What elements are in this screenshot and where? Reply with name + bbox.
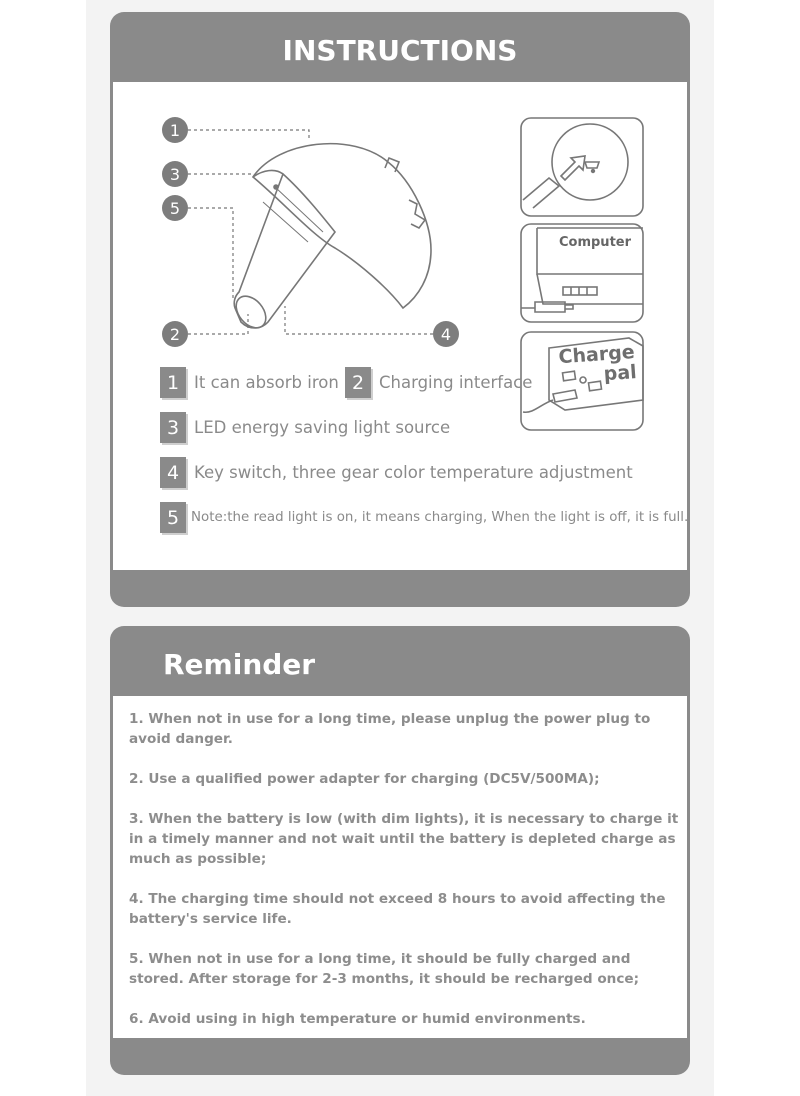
computer-label: Computer	[558, 235, 632, 250]
lamp-cap	[253, 144, 431, 308]
callout-5	[162, 195, 188, 221]
legend-number: 5	[160, 502, 186, 533]
product-diagram	[113, 82, 687, 570]
legend-text: Charging interface	[379, 373, 533, 392]
power-bank-label-line2: pal	[602, 361, 638, 386]
laptop-body-outline	[537, 274, 643, 304]
reminder-item-5: 5. When not in use for a long time, it should be fully charged and stored. After storage for 2-3 months, it should be recharged once;	[129, 951, 640, 987]
callout-2-label: 2	[169, 325, 181, 344]
leader-line-5	[188, 208, 233, 300]
legend-item-4	[160, 457, 633, 488]
reminder-panel	[113, 696, 687, 1038]
insert-arrow-icon	[561, 156, 585, 180]
port-slot-icon	[585, 162, 599, 168]
reminder-title: Reminder	[163, 648, 316, 681]
callout-1	[162, 117, 188, 143]
reminder-item-1: 1. When not in use for a long time, please unplug the power plug to avoid danger.	[129, 711, 651, 747]
mushroom-lamp-illustration	[230, 144, 431, 334]
legend-item-2	[345, 367, 532, 398]
lamp-led-dot	[274, 185, 278, 189]
reminder-item-3: 3. When the battery is low (with dim lights), it is necessary to charge it in a timely manner and not wait until the battery is depleted charge as much as possible;	[129, 811, 679, 867]
charging-port-panel	[521, 118, 643, 216]
lamp-clip	[409, 200, 425, 228]
legend-item-5	[160, 502, 688, 533]
legend-item-3	[160, 412, 450, 443]
legend-text: Key switch, three gear color temperature adjustment	[194, 463, 633, 482]
legend-number: 4	[160, 457, 186, 488]
legend-number: 2	[345, 367, 371, 398]
legend-text: It can absorb iron	[194, 373, 339, 392]
legend-text: Note:the read light is on, it means charging, When the light is off, it is full.	[191, 510, 689, 525]
instructions-panel	[113, 82, 687, 570]
legend-number: 1	[160, 367, 186, 398]
leader-line-4	[285, 306, 433, 334]
callout-4-label: 4	[440, 325, 452, 344]
callout-3	[162, 161, 188, 187]
instructions-card	[110, 12, 690, 607]
usb-plug-icon	[523, 178, 559, 208]
leader-line-1	[188, 130, 309, 140]
power-bank-port-a	[563, 371, 576, 381]
power-bank-label-line1: Charge	[557, 341, 636, 369]
callout-4	[433, 321, 459, 347]
instructions-title: INSTRUCTIONS	[282, 34, 518, 67]
reminder-list	[129, 709, 679, 1049]
callout-3-label: 3	[169, 165, 181, 184]
reminder-item-4: 4. The charging time should not exceed 8 hours to avoid affecting the battery's service life.	[129, 891, 666, 927]
power-bank-port-b	[589, 381, 602, 391]
callout-1-label: 1	[169, 121, 181, 140]
lamp-base	[230, 290, 272, 333]
callout-5-label: 5	[169, 199, 181, 218]
legend-number: 3	[160, 412, 186, 443]
reminder-card	[110, 626, 690, 1075]
lamp-stem	[234, 174, 335, 328]
legend-item-1	[160, 367, 339, 398]
reminder-item-6: 6. Avoid using in high temperature or humid environments.	[129, 1011, 586, 1027]
laptop-usb-ports	[563, 287, 597, 295]
legend-text: LED energy saving light source	[194, 418, 451, 437]
reminder-item-2: 2. Use a qualified power adapter for charging (DC5V/500MA);	[129, 771, 600, 787]
callout-2	[162, 321, 188, 347]
